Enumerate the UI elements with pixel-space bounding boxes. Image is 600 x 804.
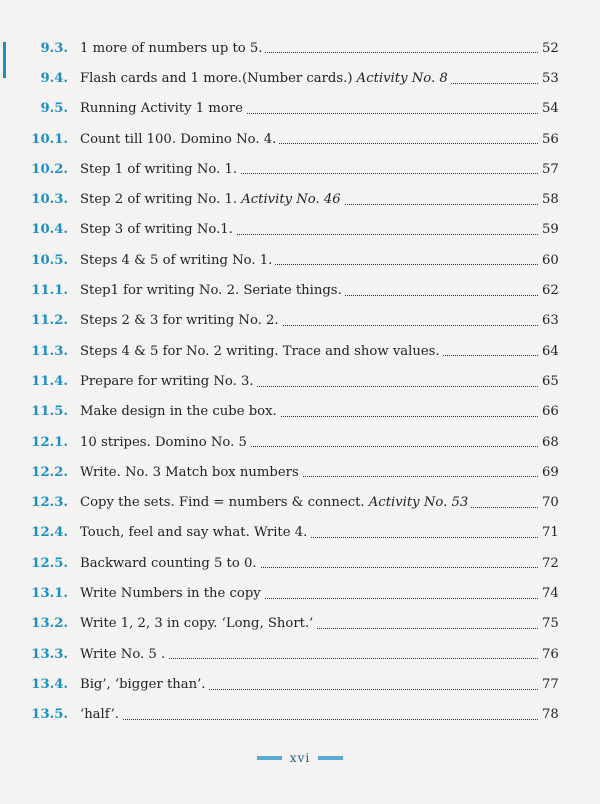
toc-entry-title-text: 10 stripes. Domino No. 5	[80, 434, 247, 450]
toc-entry-page: 77	[540, 677, 564, 692]
toc-entry-title-text: Prepare for writing No. 3.	[80, 373, 254, 389]
toc-entry[interactable]	[0, 154, 600, 184]
toc-entry-number: 12.5.	[31, 555, 68, 571]
toc-entry[interactable]	[0, 94, 600, 124]
toc-entry-title-text: Write 1, 2, 3 in copy. ‘Long, Short.’	[80, 616, 314, 632]
toc-entry-number: 13.2.	[31, 616, 68, 632]
toc-entry-title	[80, 313, 282, 328]
toc-entry-title	[80, 435, 250, 450]
toc-entry-title	[80, 404, 280, 419]
toc-entry[interactable]	[0, 518, 600, 548]
toc-entry-number: 9.3.	[40, 40, 68, 56]
toc-entry-activity: Activity No. 46	[241, 192, 341, 208]
footer-bar-right	[318, 756, 343, 760]
toc-entry-page: 62	[540, 283, 564, 298]
table-of-contents	[0, 33, 600, 730]
toc-entry[interactable]	[0, 184, 600, 214]
toc-entry-page: 57	[540, 162, 564, 177]
toc-entry-title-text: Step 1 of writing No. 1.	[80, 161, 238, 177]
toc-entry-title-text: Write Numbers in the copy	[80, 585, 261, 601]
toc-entry-page: 59	[540, 222, 564, 237]
toc-entry-title	[80, 71, 451, 86]
toc-entry[interactable]	[0, 639, 600, 669]
toc-entry-number: 9.5.	[40, 101, 68, 117]
toc-entry-page: 74	[540, 586, 564, 601]
toc-entry-title-text: Flash cards and 1 more.(Number cards.)	[80, 70, 357, 86]
toc-entry-number: 12.1.	[31, 434, 68, 450]
toc-entry-title	[80, 586, 264, 601]
toc-entry[interactable]	[0, 63, 600, 93]
toc-entry-title	[80, 162, 240, 177]
toc-entry[interactable]	[0, 306, 600, 336]
toc-entry-number: 11.3.	[31, 343, 68, 359]
toc-entry-page: 53	[540, 71, 564, 86]
page-number-label: xvi	[289, 751, 311, 765]
toc-entry-page: 52	[540, 41, 564, 56]
toc-entry-number: 12.3.	[31, 495, 68, 511]
toc-entry-title	[80, 283, 345, 298]
toc-entry-title	[80, 677, 209, 692]
toc-entry-number: 12.4.	[31, 525, 68, 541]
toc-entry-title-text: Steps 4 & 5 for No. 2 writing. Trace and show values.	[80, 343, 440, 359]
toc-entry-number: 10.3.	[31, 192, 68, 208]
toc-entry-page: 54	[540, 101, 564, 116]
toc-entry-title-text: Steps 4 & 5 of writing No. 1.	[80, 252, 273, 268]
toc-entry-page: 68	[540, 435, 564, 450]
toc-entry[interactable]	[0, 578, 600, 608]
toc-entry-number: 11.5.	[31, 404, 68, 420]
toc-entry-title	[80, 616, 316, 631]
toc-entry-title-text: Write. No. 3 Match box numbers	[80, 464, 299, 480]
toc-entry[interactable]	[0, 609, 600, 639]
toc-entry-title-text: Step 3 of writing No.1.	[80, 222, 233, 238]
toc-entry-title-text: Write No. 5 .	[80, 646, 166, 662]
toc-entry-page: 76	[540, 647, 564, 662]
toc-entry[interactable]	[0, 336, 600, 366]
toc-entry[interactable]	[0, 457, 600, 487]
toc-entry-title	[80, 374, 257, 389]
toc-entry-number: 13.1.	[31, 585, 68, 601]
toc-entry[interactable]	[0, 215, 600, 245]
toc-entry-page: 56	[540, 132, 564, 147]
toc-entry-title	[80, 253, 275, 268]
footer-bar-left	[257, 756, 282, 760]
toc-entry-number: 13.3.	[31, 646, 68, 662]
toc-entry-activity: Activity No. 53	[368, 495, 469, 511]
toc-entry-page: 60	[540, 253, 564, 268]
toc-entry-number: 10.2.	[31, 161, 68, 177]
toc-entry-title-text: Backward counting 5 to 0.	[80, 555, 257, 571]
toc-entry[interactable]	[0, 275, 600, 305]
toc-entry-page: 75	[540, 616, 564, 631]
toc-entry-title	[80, 344, 443, 359]
toc-entry[interactable]	[0, 427, 600, 457]
toc-entry[interactable]	[0, 124, 600, 154]
toc-entry-title	[80, 101, 246, 116]
toc-entry-title-text: ‘half’.	[80, 707, 120, 723]
toc-entry-title-text: Copy the sets. Find = numbers & connect.	[80, 495, 369, 511]
toc-entry-title	[80, 465, 302, 480]
toc-entry[interactable]	[0, 366, 600, 396]
toc-entry-activity: Activity No. 8	[356, 70, 448, 86]
toc-entry[interactable]	[0, 700, 600, 730]
toc-entry-number: 10.1.	[31, 131, 68, 147]
toc-entry-title-text: Touch, feel and say what. Write 4.	[80, 525, 308, 541]
toc-entry-title	[80, 495, 471, 510]
toc-entry[interactable]	[0, 397, 600, 427]
toc-entry-title	[80, 556, 260, 571]
toc-entry[interactable]	[0, 487, 600, 517]
toc-entry-title-text: Steps 2 & 3 for writing No. 2.	[80, 313, 279, 329]
toc-entry-title-text: Step1 for writing No. 2. Seriate things.	[80, 283, 342, 299]
toc-entry-title	[80, 192, 344, 207]
toc-entry-number: 10.4.	[31, 222, 68, 238]
toc-entry-title-text: Make design in the cube box.	[80, 404, 277, 420]
toc-entry[interactable]	[0, 669, 600, 699]
dot-leader	[80, 719, 538, 720]
toc-entry-page: 65	[540, 374, 564, 389]
toc-entry-title	[80, 222, 236, 237]
toc-entry-number: 12.2.	[31, 464, 68, 480]
toc-entry-number: 11.1.	[31, 283, 68, 299]
toc-entry-title	[80, 525, 310, 540]
toc-entry-number: 9.4.	[40, 70, 68, 86]
toc-entry-title	[80, 707, 122, 722]
toc-entry-number: 13.4.	[31, 676, 68, 692]
toc-entry-number: 10.5.	[31, 252, 68, 268]
toc-entry-page: 66	[540, 404, 564, 419]
toc-entry-page: 70	[540, 495, 564, 510]
toc-entry-number: 11.4.	[31, 373, 68, 389]
toc-entry[interactable]	[0, 548, 600, 578]
toc-entry-title-text: Step 2 of writing No. 1.	[80, 192, 242, 208]
toc-entry-number: 13.5.	[31, 707, 68, 723]
page-footer	[0, 748, 600, 768]
toc-entry-title	[80, 647, 168, 662]
toc-entry-title-text: Count till 100. Domino No. 4.	[80, 131, 277, 147]
toc-entry-title-text: Running Activity 1 more	[80, 101, 243, 117]
toc-entry-title	[80, 41, 265, 56]
toc-entry[interactable]	[0, 245, 600, 275]
toc-entry-page: 78	[540, 707, 564, 722]
toc-entry-title-text: Big’, ‘bigger than’.	[80, 676, 206, 692]
toc-entry[interactable]	[0, 33, 600, 63]
toc-entry-page: 71	[540, 525, 564, 540]
toc-entry-page: 69	[540, 465, 564, 480]
toc-entry-page: 63	[540, 313, 564, 328]
toc-entry-page: 72	[540, 556, 564, 571]
toc-entry-number: 11.2.	[31, 313, 68, 329]
toc-entry-page: 64	[540, 344, 564, 359]
toc-entry-page: 58	[540, 192, 564, 207]
toc-entry-title	[80, 132, 279, 147]
toc-entry-title-text: 1 more of numbers up to 5.	[80, 40, 263, 56]
